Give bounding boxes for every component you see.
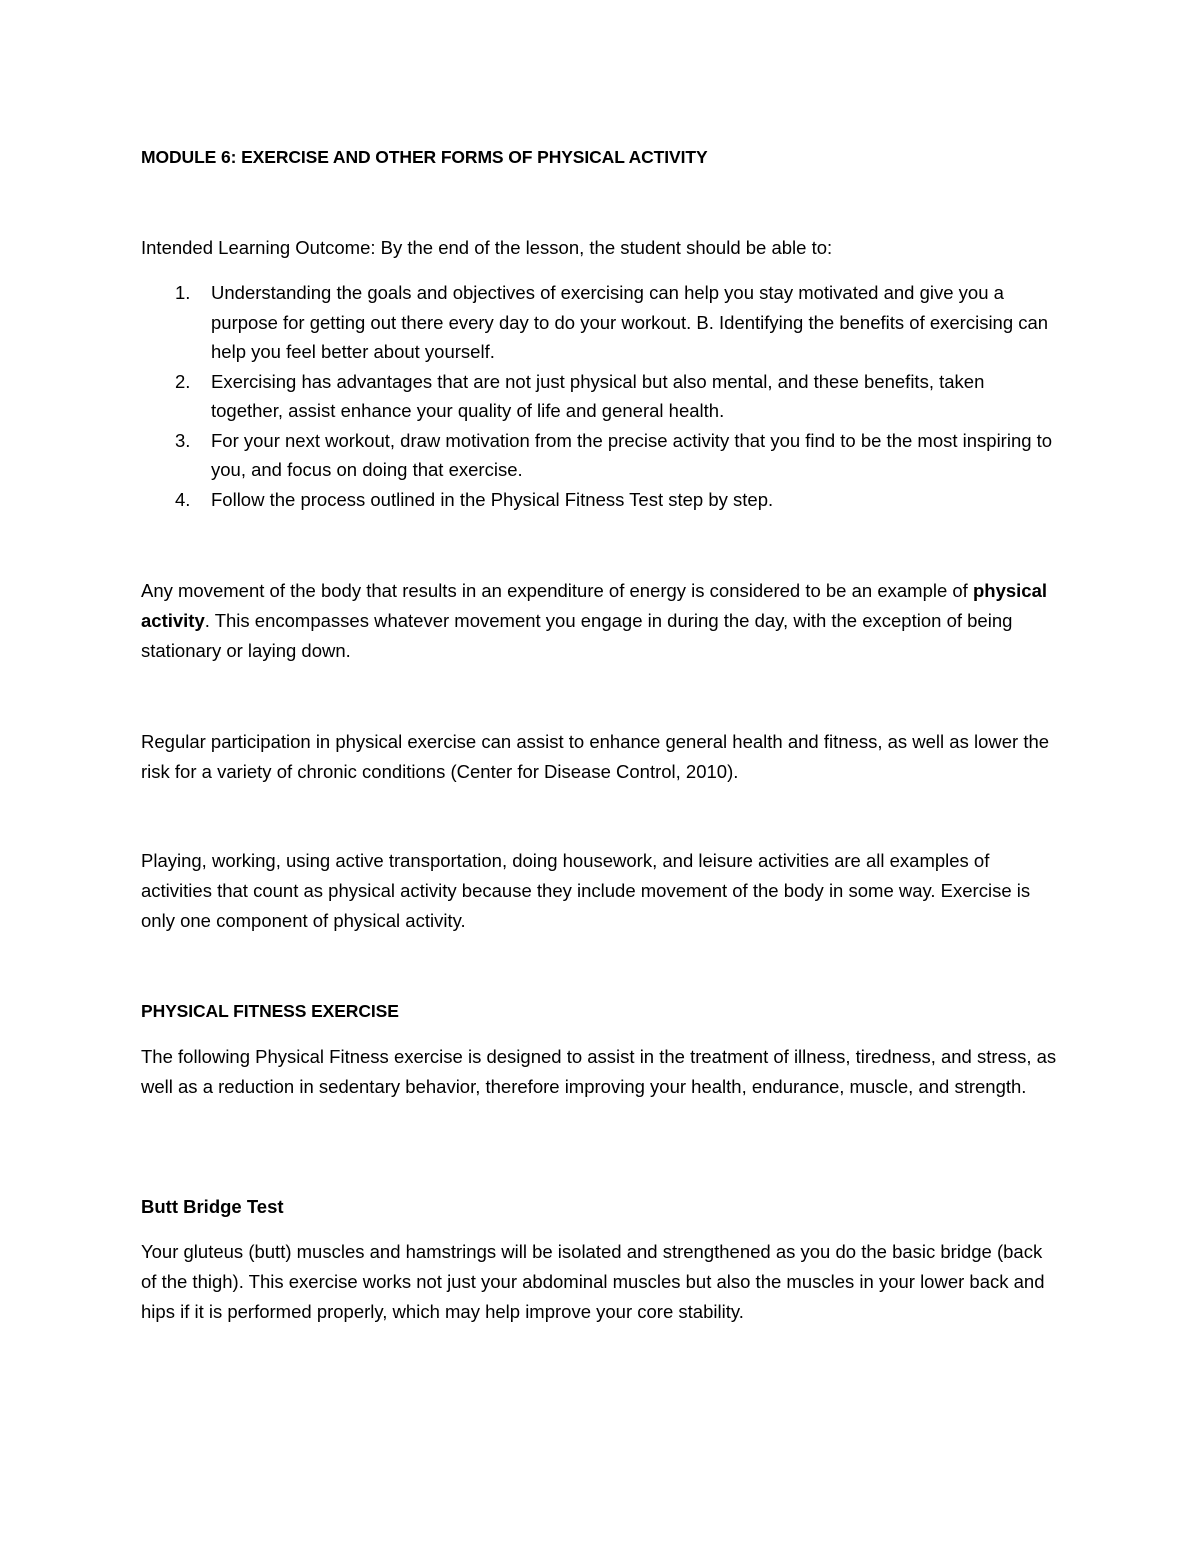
emphasis-term: physical activity: [141, 580, 1048, 631]
section-heading: PHYSICAL FITNESS EXERCISE: [141, 1001, 399, 1021]
paragraph-text: Any movement of the body that results in an expenditure of energy is considered to be an example of: [141, 580, 973, 601]
list-item: [141, 278, 1061, 367]
learning-outcomes-list: [141, 278, 1061, 514]
list-item: [141, 426, 1061, 485]
list-item-text: Exercising has advantages that are not just physical but also mental, and these benefits, taken together, assist enhance your quality of life and general health.: [211, 370, 985, 421]
list-number: 3.: [175, 429, 191, 451]
sub-heading: Butt Bridge Test: [141, 1196, 284, 1217]
list-item: [141, 485, 1061, 515]
list-number: 2.: [175, 370, 191, 392]
learning-outcome-intro: Intended Learning Outcome: By the end of the lesson, the student should be able to:: [141, 237, 833, 258]
list-item: [141, 367, 1061, 426]
regular-participation-paragraph: Regular participation in physical exercise can assist to enhance general health and fitness, as well as lower the risk for a variety of chronic conditions (Center for Disease Control, 2010).: [141, 731, 1050, 782]
list-item-text: Follow the process outlined in the Physical Fitness Test step by step.: [211, 488, 774, 510]
physical-activity-paragraph: [141, 576, 1061, 666]
activities-examples-paragraph: Playing, working, using active transportation, doing housework, and leisure activities are all examples of activities that count as physical activity because they include movement of the body in some way. Exercise is only one component of physical activity.: [141, 850, 1031, 931]
list-number: 1.: [175, 282, 191, 303]
module-title: MODULE 6: EXERCISE AND OTHER FORMS OF PHYSICAL ACTIVITY: [141, 147, 708, 167]
butt-bridge-paragraph: Your gluteus (butt) muscles and hamstrings will be isolated and strengthened as you do the basic bridge (back of the thigh). This exercise works not just your abdominal muscles but also the muscles in your lower back and hips if it is performed properly, which may help improve your core stability.: [141, 1241, 1045, 1322]
paragraph-text: . This encompasses whatever movement you engage in during the day, with the exception of being stationary or laying down.: [141, 610, 1013, 661]
fitness-exercise-paragraph: The following Physical Fitness exercise is designed to assist in the treatment of illness, tiredness, and stress, as well as a reduction in sedentary behavior, therefore improving your health, endurance, muscle, and strength.: [141, 1046, 1057, 1097]
list-number: 4.: [175, 488, 191, 510]
list-item-text: Understanding the goals and objectives of exercising can help you stay motivated and give you a purpose for getting out there every day to do your workout. B. Identifying the benefits of exercising can help you feel better about yourself.: [211, 282, 1049, 362]
list-item-text: For your next workout, draw motivation from the precise activity that you find to be the most inspiring to you, and focus on doing that exercise.: [211, 429, 1053, 480]
